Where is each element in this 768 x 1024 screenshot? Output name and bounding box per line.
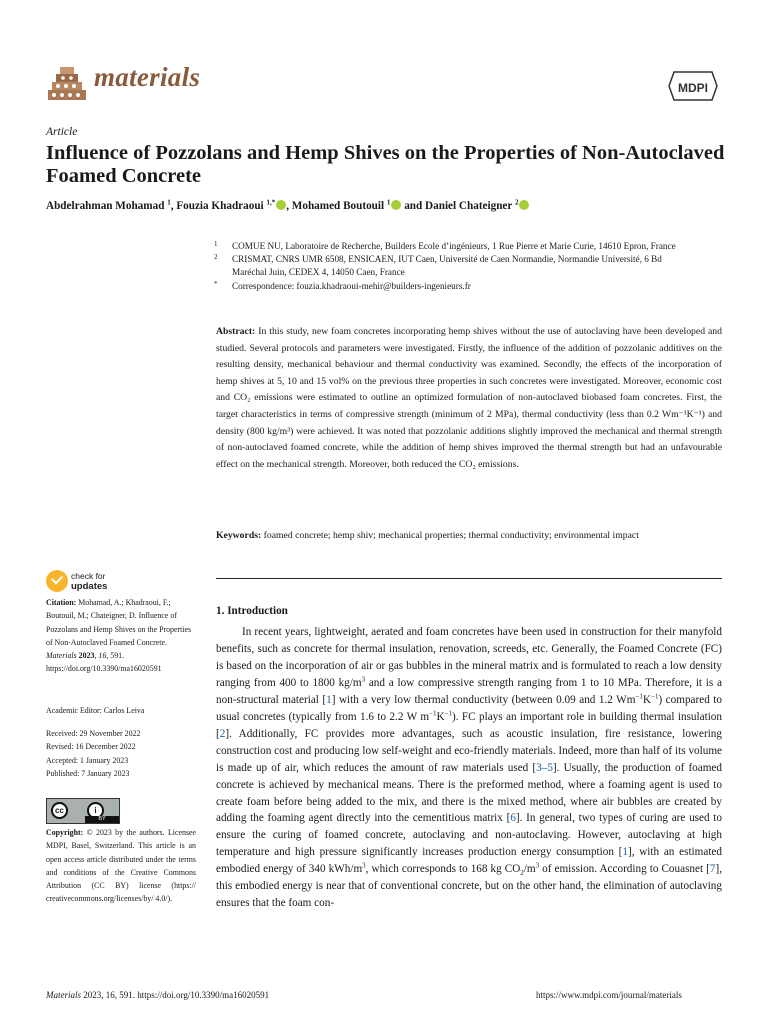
reference-link[interactable]: 1 — [326, 693, 332, 706]
cc-icon: cc — [51, 802, 68, 819]
author-affil-mark: 2 — [514, 198, 519, 207]
journal-logo-icon — [46, 60, 88, 102]
academic-editor: Academic Editor: Carlos Leiva — [46, 706, 145, 715]
cc-by-label: BY — [85, 816, 119, 823]
affiliations — [214, 240, 684, 293]
date-revised: Revised: 16 December 2022 — [46, 742, 136, 752]
reference-link[interactable]: 3–5 — [536, 761, 553, 774]
footer-journal: Materials — [46, 990, 81, 1000]
citation-volume: 16 — [98, 651, 107, 661]
introduction-body — [216, 624, 722, 912]
citation-block: Citation: Mohamad, A.; Khadraoui, F.; Boutouil, M.; Chateigner, D. Influence of Pozzolans and Hemp Shives on the Properties of Non-Autoclaved Foamed Concrete. Materials 2023, 16, 591. https://doi.org/10.3390/ma16020591 — [46, 598, 192, 674]
keywords-label: Keywords: — [216, 530, 262, 541]
author-affil-mark: 1,* — [266, 198, 276, 207]
section-divider — [216, 578, 722, 579]
affiliation-item — [214, 240, 684, 253]
reference-link[interactable]: 6 — [510, 812, 516, 825]
abstract-label: Abstract: — [216, 326, 256, 337]
abstract-text: In this study, new foam concretes incorporating hemp shives without the use of autoclaving have been developed and studied. Several protocols and parameters were investigated. Firstly, the influence of the addition of pozzolanic additives on the resulting density, mechanical behaviour and thermal conductivity was examined. Secondly, the effects of the incorporation of hemp shives at 5, 10 and 15 vol% on the previous three properties in such concretes were investigated. Moreover, economic cost and CO₂ emissions were estimated to outline an optimized formulation of non-autoclaved biobased foam concretes. First, the target characteristics in terms of compressive strength (minimum of 2 MPa), thermal conductivity (less than 0.2 Wm⁻¹K⁻¹) and density (800 kg/m³) were achieved. It was noted that pozzolanic additions slightly improved the mechanical and thermal strength of non-autoclaved foamed concrete, while the addition of hemp shives improved the thermal strength but had an unfavourable effect on the mechanical strength. Moreover, both reduced the CO₂ emissions. — [216, 326, 722, 470]
keywords-text: foamed concrete; hemp shiv; mechanical properties; thermal conductivity; environmental impact — [263, 530, 639, 541]
affiliation-mark: * — [214, 279, 218, 288]
copyright-notice — [46, 826, 196, 906]
journal-name: materials — [94, 62, 201, 92]
reference-link[interactable]: 7 — [709, 863, 716, 876]
copyright-text: © 2023 by the authors. Licensee MDPI, Basel, Switzerland. This article is an open access article distributed under the terms and conditions of the Creative Commons Attribution (CC BY) license (https:// creativecommons.org/licenses/by/ 4.0/). — [46, 828, 196, 904]
citation-text: Mohamad, A.; Khadraoui, F.; Boutouil, M.; Chateigner, D. Influence of Pozzolans and Hemp Shives on the Properties of Non-Autoclaved Foamed Concrete. — [46, 598, 192, 647]
orcid-icon[interactable] — [391, 200, 401, 210]
article-type: Article — [46, 126, 78, 138]
section-heading: 1. Introduction — [216, 605, 288, 617]
footer-doi[interactable]: 2023, 16, 591. https://doi.org/10.3390/ma16020591 — [83, 990, 270, 1000]
date-published: Published: 7 January 2023 — [46, 768, 130, 778]
orcid-icon[interactable] — [519, 200, 529, 210]
reference-link[interactable]: 1 — [622, 846, 628, 859]
author-list: Abdelrahman Mohamad $^1$, Fouzia Khadraoui $^{1,*}$ , Mohamed Boutouil $^1$ and Daniel Chateigner $^2$ — [46, 200, 726, 212]
date-accepted: Accepted: 1 January 2023 — [46, 755, 129, 765]
cc-by-license-badge[interactable] — [46, 798, 120, 824]
updates-line2: updates — [71, 581, 108, 592]
attribution-icon: i — [87, 802, 104, 819]
abstract — [216, 324, 722, 473]
author-name: Mohamed Boutouil — [291, 200, 385, 212]
affiliation-mark: 2 — [214, 253, 218, 262]
copyright-label: Copyright: — [46, 828, 84, 837]
author-name: Abdelrahman Mohamad — [46, 200, 165, 212]
affiliation-item — [214, 280, 684, 293]
date-received: Received: 29 November 2022 — [46, 729, 141, 738]
introduction-paragraph: In recent years, lightweight, aerated and foam concretes have been used in construction for their manyfold benefits, such as concrete for thermal insulation, renovation, screeds, etc. Generally, the Foamed Concrete (FC) is based on the incorporation of air or gas bubbles in the mineral matrix and is formulated to reach a low density ranging from 400 to 1800 $kg/m^3$ and a low compressive strength ranging from 1 to 10 MPa. Therefore, it is a non-structural material [1] with a very low thermal conductivity (between 0.09 and 1.2 $Wm^{-1}K^{-1}$) compared to usual concretes (typically from 1.6 to 2.2 W $m^{-1}K^{-1}$). FC plays an important role in building thermal insulation [2]. Additionally, FC provides more advantages, such as acoustic insulation, fire resistance, lowering construction cost and producing low self-weight and eco-friendly materials. Indeed, more than half of its volume is made up of air, which reduces the amount of raw materials used [3–5]. Usually, the production of foamed concrete is achieved by mechanical means. There is the preformed method, where a foaming agent is used to create foam before being added to the mix, and there is the mixed method, where air bubbles are created by adding the foaming agent directly into the cementitious matrix [6]. In general, two types of curing are used to ensure the curing of foamed concrete, autoclaving and non-autoclaving. However, autoclaving at high temperature and high pressure significantly increases production energy consumption [1], with an estimated embodied energy of 340 kWh/$m^3$, which corresponds to 168 kg $CO_2/m^3$ of emission. According to Couasnet [7], this embodied energy is near that of conventional concrete, but on the other hand, the elimination of autoclaving ensures that the foam con- — [216, 626, 723, 910]
check-for-updates-button[interactable] — [46, 570, 156, 596]
footer-citation — [46, 990, 269, 1000]
affiliation-item — [214, 253, 684, 279]
citation-year: 2023 — [78, 651, 95, 661]
publisher-name: MDPI — [678, 81, 708, 95]
author-affil-mark: 1 — [386, 198, 391, 207]
author-name: Fouzia Khadraoui — [176, 200, 264, 212]
author-affil-mark: 1 — [167, 198, 171, 207]
paper-title: Influence of Pozzolans and Hemp Shives on the Properties of Non-Autoclaved Foamed Concrete — [46, 142, 725, 187]
footer-journal-url[interactable]: https://www.mdpi.com/journal/materials — [536, 990, 682, 1000]
citation-doi[interactable]: 591. https://doi.org/10.3390/ma16020591 — [46, 651, 162, 674]
mdpi-logo[interactable] — [668, 70, 718, 102]
citation-label: Citation: — [46, 598, 77, 607]
orcid-icon[interactable] — [276, 200, 286, 210]
affiliation-mark: 1 — [214, 240, 218, 248]
author-name: Daniel Chateigner — [425, 200, 513, 212]
affiliation-text: CRISMAT, CNRS UMR 6508, ENSICAEN, IUT Caen, Université de Caen Normandie, Normandie Université, 6 Bd Maréchal Juin, CEDEX 4, 14050 Caen, France — [232, 254, 662, 278]
reference-link[interactable]: 2 — [219, 727, 226, 740]
checkmark-icon — [46, 570, 68, 592]
correspondence-text[interactable]: Correspondence: fouzia.khadraoui-mehir@builders-ingenieurs.fr — [232, 280, 471, 291]
updates-line1: check for — [71, 571, 106, 581]
citation-journal: Materials — [46, 651, 77, 661]
publication-dates — [46, 727, 196, 780]
affiliation-text: COMUE NU, Laboratoire de Recherche, Builders Ecole d’ingénieurs, 1 Rue Pierre et Marie Curie, 14610 Epron, France — [232, 241, 676, 251]
keywords — [216, 528, 722, 545]
